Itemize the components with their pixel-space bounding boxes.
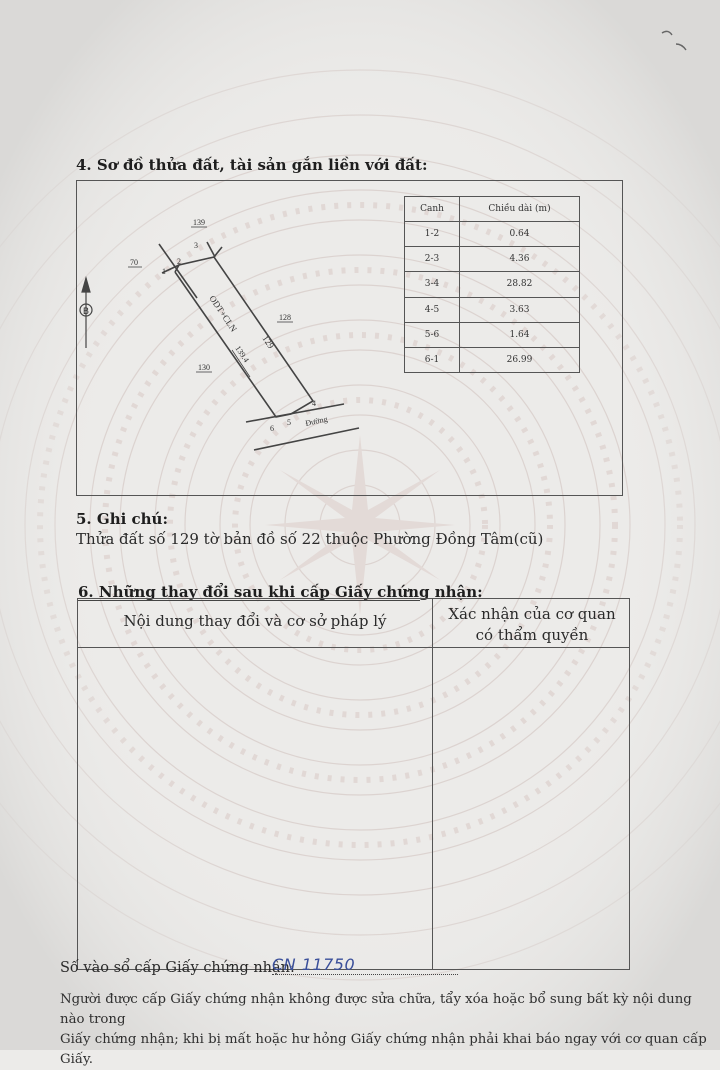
- register-number-handwritten: CN 11750: [272, 955, 356, 974]
- edge-length: 0.64: [460, 222, 580, 247]
- section-6-title: 6. Những thay đổi sau khi cấp Giấy chứng nhận:: [78, 583, 483, 601]
- parcel-number: 129: [260, 333, 277, 351]
- edge-length-table: [404, 196, 580, 373]
- edge-length: 26.99: [460, 347, 580, 372]
- confirmation-line-2: có thẩm quyền: [475, 626, 589, 644]
- changes-col-confirmation: [434, 604, 630, 646]
- section-4-title: 4. Sơ đồ thửa đất, tài sản gắn liền với đất:: [76, 156, 428, 174]
- point-3: 3: [194, 241, 198, 250]
- header-edge: Canh: [405, 197, 460, 222]
- table-row: [405, 322, 580, 347]
- label-parcel-128: 128: [279, 313, 291, 322]
- footer-line-1: Người được cấp Giấy chứng nhận không được sửa chữa, tẩy xóa hoặc bổ sung bất kỳ nội dung nào trong: [60, 992, 692, 1027]
- label-parcel-139: 139: [193, 218, 205, 227]
- edge-id: 2-3: [405, 247, 460, 272]
- section-5-title: 5. Ghi chú:: [76, 510, 168, 528]
- edge-length: 28.82: [460, 272, 580, 297]
- footer-warning: [60, 990, 720, 1070]
- point-1: 1: [162, 267, 166, 276]
- edge-table-header: [405, 197, 580, 222]
- header-length: Chiều dài (m): [460, 197, 580, 222]
- north-label: B: [82, 307, 90, 317]
- changes-table: [77, 598, 630, 970]
- edge-id: 5-6: [405, 322, 460, 347]
- parcel-boundary: [175, 257, 313, 417]
- parcel-code: ODT+CLN: [207, 293, 239, 334]
- section-5-note: Thửa đất số 129 tờ bản đồ số 22 thuộc Phường Đồng Tâm(cũ): [76, 530, 544, 548]
- point-2: 2: [177, 257, 181, 266]
- edge-length: 4.36: [460, 247, 580, 272]
- table-row: [405, 272, 580, 297]
- footer-line-2: Giấy chứng nhận; khi bị mất hoặc hư hỏng Giấy chứng nhận phải khai báo ngay với cơ quan cấp Giấy.: [60, 1032, 707, 1067]
- changes-col-content: Nội dung thay đổi và cơ sở pháp lý: [123, 612, 387, 630]
- table-row: [405, 247, 580, 272]
- register-label: Số vào sổ cấp Giấy chứng nhận:: [60, 960, 295, 976]
- edge-id: 1-2: [405, 222, 460, 247]
- parcel-sketch: [76, 180, 396, 480]
- parcel-area: 139.4: [233, 344, 251, 365]
- label-parcel-70: 70: [130, 258, 138, 267]
- point-5: 5: [287, 418, 291, 427]
- table-row: [405, 297, 580, 322]
- table-row: [405, 347, 580, 372]
- edge-id: 6-1: [405, 347, 460, 372]
- edge-id: 3-4: [405, 272, 460, 297]
- point-6: 6: [270, 424, 274, 433]
- road-label: Đường: [304, 414, 329, 428]
- confirmation-line-1: Xác nhận của cơ quan: [448, 605, 616, 623]
- edge-id: 4-5: [405, 297, 460, 322]
- label-parcel-130: 130: [198, 363, 210, 372]
- edge-length: 1.64: [460, 322, 580, 347]
- table-row: [405, 222, 580, 247]
- point-4: 4: [312, 399, 316, 408]
- edge-length: 3.63: [460, 297, 580, 322]
